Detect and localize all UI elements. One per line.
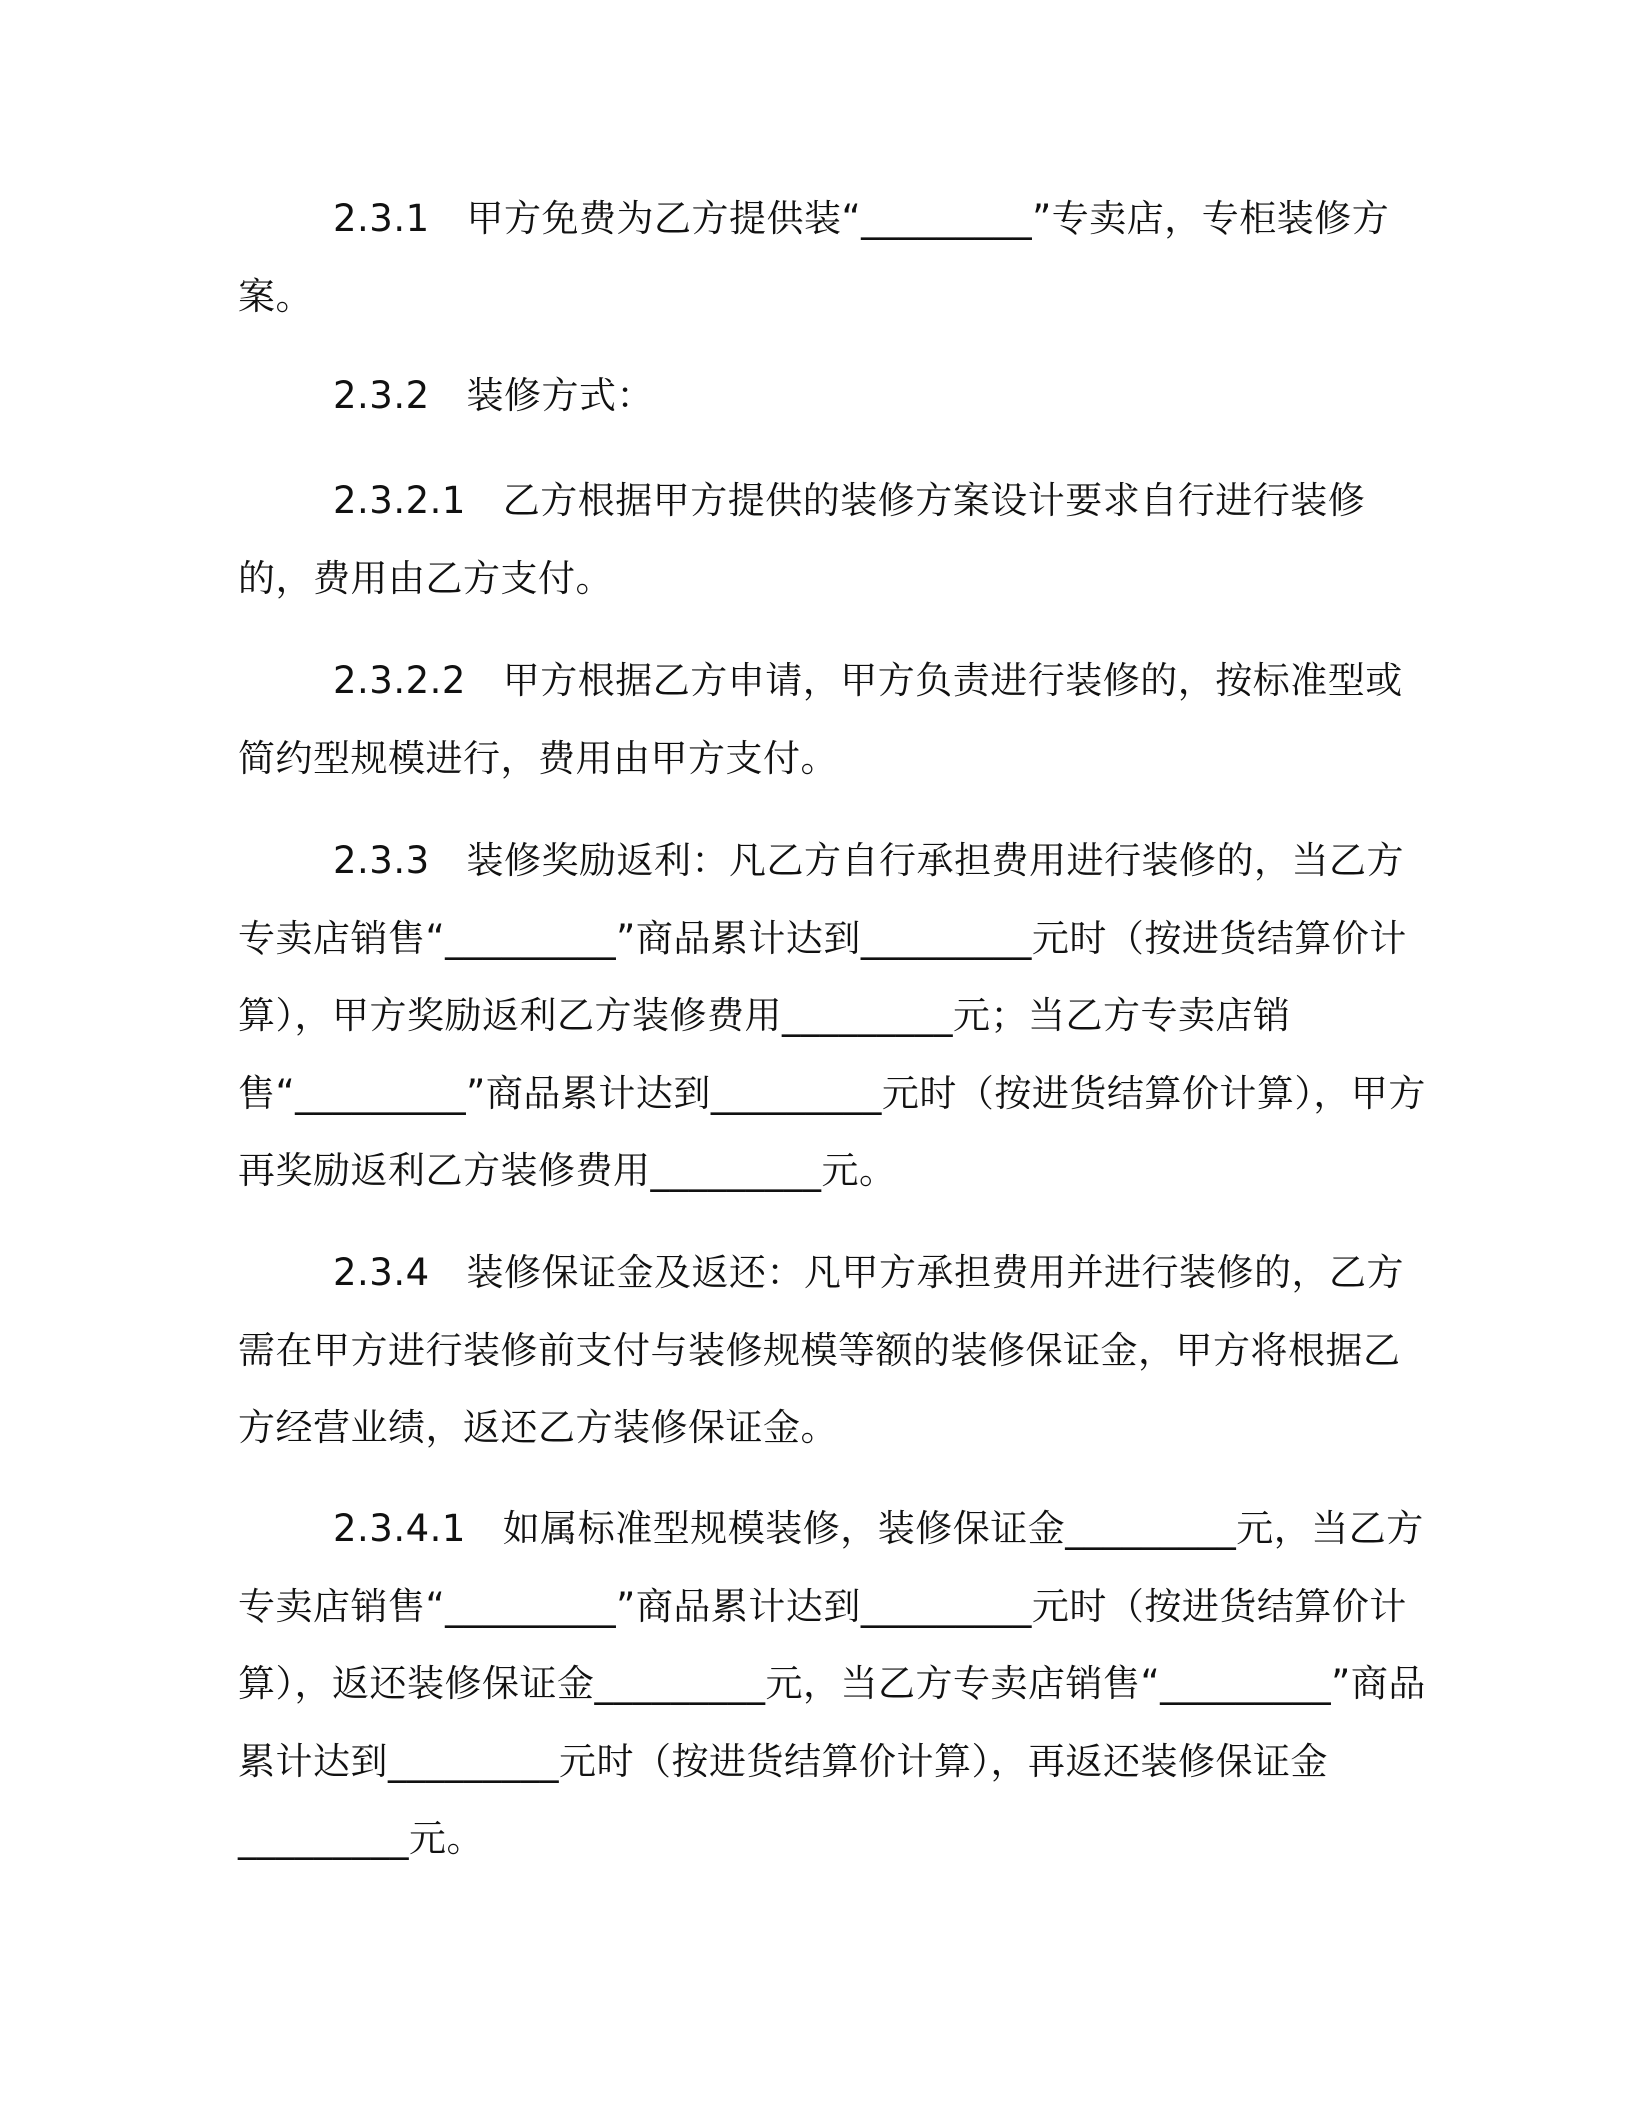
clause-2-3-4 <box>238 1234 1428 1467</box>
clause-number: 2.3.4.1 <box>333 1507 466 1550</box>
clause-number: 2.3.4 <box>333 1251 430 1294</box>
clause-number: 2.3.1 <box>333 197 430 240</box>
clause-2-3-2-2 <box>238 642 1428 797</box>
clause-2-3-2-1 <box>238 462 1428 617</box>
clause-text: 如属标准型规模装修，装修保证金_________元，当乙方专卖店销售“_________”商品累计达到_________元时（按进货结算价计算），返还装修保证金_________元，当乙方专卖店销售“_________”商品累计达到_________元时（按进货结算价计算），再返还装修保证金_________元。 <box>238 1507 1426 1860</box>
clause-2-3-1 <box>238 180 1428 335</box>
clause-number: 2.3.2.2 <box>333 659 466 702</box>
clause-text: 装修保证金及返还：凡甲方承担费用并进行装修的，乙方需在甲方进行装修前支付与装修规模等额的装修保证金，甲方将根据乙方经营业绩，返还乙方装修保证金。 <box>238 1251 1404 1449</box>
clause-2-3-2 <box>238 357 1428 435</box>
clause-2-3-4-1 <box>238 1490 1428 1878</box>
clause-text: 装修奖励返利：凡乙方自行承担费用进行装修的，当乙方专卖店销售“_________”商品累计达到_________元时（按进货结算价计算），甲方奖励返利乙方装修费用_________元；当乙方专卖店销售“_________”商品累计达到_________元时（按进货结算价计算），甲方再奖励返利乙方装修费用_________元。 <box>238 839 1426 1192</box>
clause-number: 2.3.2 <box>333 374 430 417</box>
clause-number: 2.3.2.1 <box>333 479 466 522</box>
clause-text: 甲方根据乙方申请，甲方负责进行装修的，按标准型或简约型规模进行，费用由甲方支付。 <box>238 659 1403 780</box>
clause-number: 2.3.3 <box>333 839 430 882</box>
clause-2-3-3 <box>238 822 1428 1210</box>
clause-text: 甲方免费为乙方提供装“_________”专卖店，专柜装修方案。 <box>238 197 1390 318</box>
clause-text: 装修方式： <box>466 374 654 417</box>
clause-text: 乙方根据甲方提供的装修方案设计要求自行进行装修的，费用由乙方支付。 <box>238 479 1366 600</box>
